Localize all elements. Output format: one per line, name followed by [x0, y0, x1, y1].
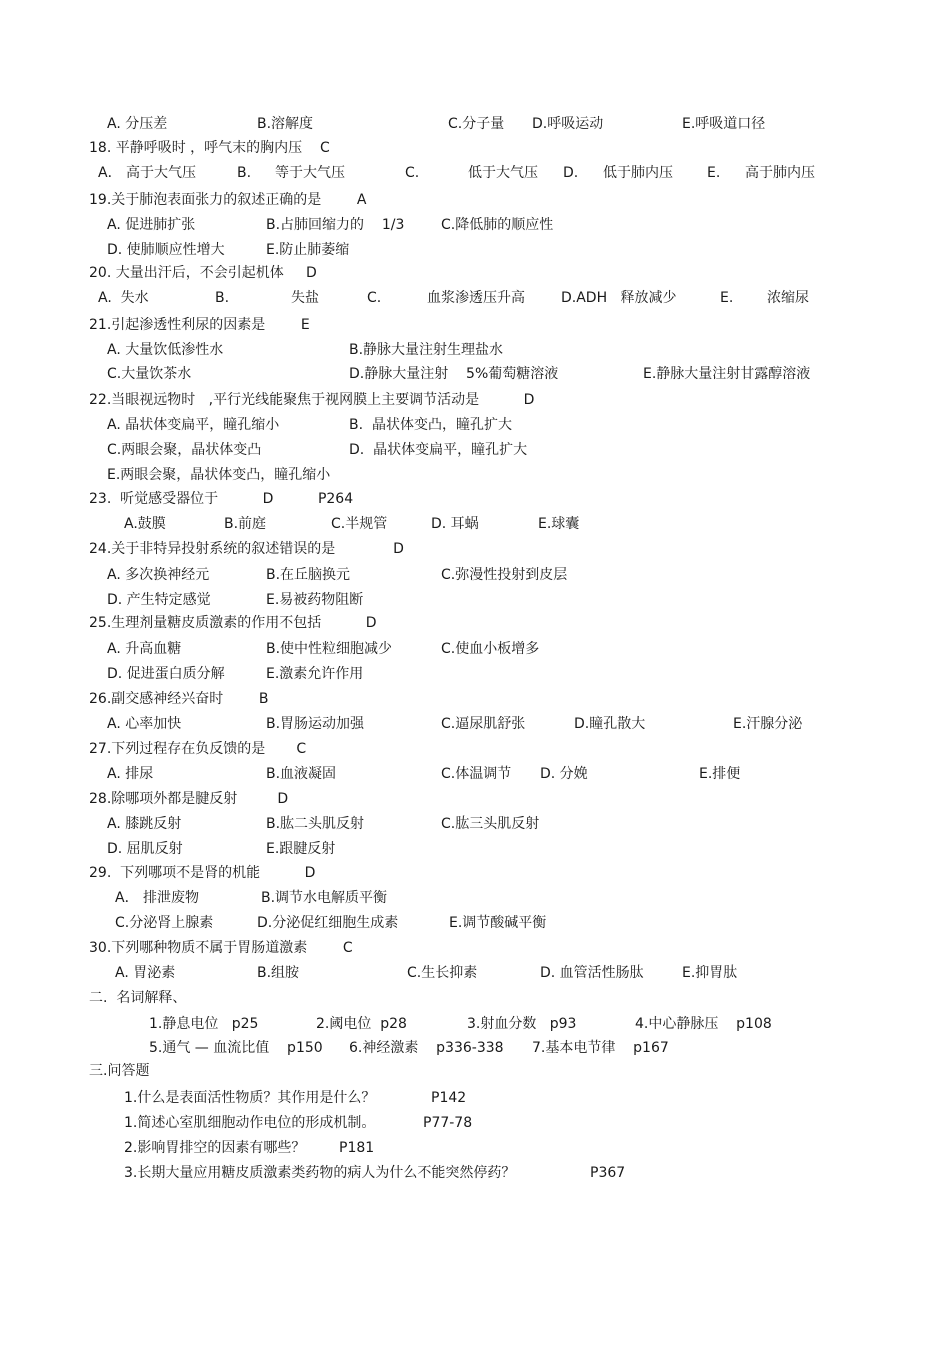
text-line: E.抑胃肽	[682, 965, 738, 981]
text-line: 26.副交感神经兴奋时 B	[89, 691, 269, 707]
text-line: E.	[707, 165, 721, 181]
text-line: 29. 下列哪项不是肾的机能 D	[89, 865, 316, 881]
text-line: A. 排尿	[107, 766, 154, 782]
text-line: B.在丘脑换元	[266, 567, 351, 583]
text-line: 3.长期大量应用糖皮质激素类药物的病人为什么不能突然停药？	[124, 1165, 516, 1181]
text-line: 22.当眼视远物时 ,平行光线能聚焦于视网膜上主要调节活动是 D	[89, 392, 535, 408]
text-line: E.激素允许作用	[266, 666, 364, 682]
text-line: 6.神经激素 p336-338	[349, 1040, 504, 1056]
text-line: A. 晶状体变扁平，瞳孔缩小	[107, 417, 280, 433]
text-line: A. 膝跳反射	[107, 816, 182, 832]
text-line: E.两眼会聚，晶状体变凸，瞳孔缩小	[107, 467, 331, 483]
text-line: E.汗腺分泌	[733, 716, 803, 732]
text-line: 高于肺内压	[745, 165, 815, 181]
text-line: D. 使肺顺应性增大	[107, 242, 225, 258]
text-line: 1.静息电位 p25	[149, 1016, 259, 1032]
text-line: D. 血管活性肠肽	[540, 965, 644, 981]
text-line: A.鼓膜	[124, 516, 166, 532]
text-line: D.静脉大量注射 5%葡萄糖溶液	[349, 366, 559, 382]
text-line: 1.简述心室肌细胞动作电位的形成机制。	[124, 1115, 376, 1131]
text-line: 4.中心静脉压 p108	[635, 1016, 772, 1032]
text-line: A. 分压差	[107, 116, 168, 132]
text-line: C.半规管	[331, 516, 388, 532]
text-line: B.使中性粒细胞减少	[266, 641, 393, 657]
text-line: 23. 听觉感受器位于 D P264	[89, 491, 354, 507]
text-line: C.大量饮茶水	[107, 366, 192, 382]
text-line: 二. 名词解释、	[89, 990, 187, 1006]
text-line: 19.关于肺泡表面张力的叙述正确的是 A	[89, 192, 367, 208]
text-line: A. 多次换神经元	[107, 567, 210, 583]
text-line: 低于大气压	[468, 165, 538, 181]
text-line: D. 耳蜗	[431, 516, 479, 532]
text-line: 5.通气 — 血流比值 p150	[149, 1040, 323, 1056]
text-line: C.分子量	[448, 116, 505, 132]
text-line: 低于肺内压	[603, 165, 673, 181]
text-line: C.肱三头肌反射	[441, 816, 540, 832]
text-line: E.球囊	[538, 516, 580, 532]
text-line: 血浆渗透压升高	[427, 290, 525, 306]
text-line: C.逼尿肌舒张	[441, 716, 526, 732]
text-line: B.调节水电解质平衡	[261, 890, 388, 906]
text-line: 27.下列过程存在负反馈的是 C	[89, 741, 307, 757]
text-line: D.呼吸运动	[532, 116, 604, 132]
text-line: 21.引起渗透性利尿的因素是 E	[89, 317, 310, 333]
text-line: C.体温调节	[441, 766, 512, 782]
text-line: E.调节酸碱平衡	[449, 915, 547, 931]
text-line: C.	[405, 165, 420, 181]
text-line: D.瞳孔散大	[574, 716, 646, 732]
text-line: D.分泌促红细胞生成素	[257, 915, 399, 931]
text-line: B.组胺	[257, 965, 300, 981]
text-line: A. 促进肺扩张	[107, 217, 196, 233]
text-line: D.	[563, 165, 579, 181]
text-line: E.易被药物阻断	[266, 592, 364, 608]
text-line: E.静脉大量注射甘露醇溶液	[643, 366, 811, 382]
text-line: A. 大量饮低渗性水	[107, 342, 224, 358]
text-line: C.两眼会聚，晶状体变凸	[107, 442, 262, 458]
text-line: 浓缩尿	[767, 290, 809, 306]
text-line: 20. 大量出汗后，不会引起机体 D	[89, 265, 317, 281]
text-line: B. 晶状体变凸，瞳孔扩大	[349, 417, 512, 433]
text-line: P77-78	[423, 1115, 473, 1131]
text-line: D. 产生特定感觉	[107, 592, 211, 608]
text-line: C.	[367, 290, 382, 306]
text-line: E.跟腱反射	[266, 841, 336, 857]
text-line: A. 升高血糖	[107, 641, 182, 657]
text-line: A． 高于大气压	[98, 165, 197, 181]
text-line: C.生长抑素	[407, 965, 478, 981]
text-line: 失盐	[291, 290, 319, 306]
text-line: E.排便	[699, 766, 741, 782]
text-line: 18. 平静呼吸时 ，呼气末的胸内压 C	[89, 140, 330, 156]
text-line: 等于大气压	[275, 165, 345, 181]
text-line: E.防止肺萎缩	[266, 242, 350, 258]
text-line: D. 晶状体变扁平，瞳孔扩大	[349, 442, 528, 458]
text-line: B.血液凝固	[266, 766, 337, 782]
text-line: B.胃肠运动加强	[266, 716, 365, 732]
text-line: C.弥漫性投射到皮层	[441, 567, 568, 583]
text-line: 3.射血分数 p93	[467, 1016, 577, 1032]
text-line: B.	[237, 165, 252, 181]
text-line: A. 失水	[98, 290, 149, 306]
text-line: E.	[720, 290, 734, 306]
text-line: B.肱二头肌反射	[266, 816, 365, 832]
text-line: B.占肺回缩力的 1/3	[266, 217, 405, 233]
text-line: C.降低肺的顺应性	[441, 217, 554, 233]
text-line: 2.影响胃排空的因素有哪些？	[124, 1140, 306, 1156]
text-line: D. 分娩	[540, 766, 588, 782]
text-line: B.静脉大量注射生理盐水	[349, 342, 504, 358]
text-line: A. 心率加快	[107, 716, 182, 732]
text-line: 2.阈电位 p28	[316, 1016, 407, 1032]
text-line: 30.下列哪种物质不属于胃肠道激素 C	[89, 940, 353, 956]
text-line: C.分泌肾上腺素	[115, 915, 214, 931]
text-line: 25.生理剂量糖皮质激素的作用不包括 D	[89, 615, 377, 631]
text-line: 1.什么是表面活性物质？其作用是什么？	[124, 1090, 376, 1106]
text-line: A. 胃泌素	[115, 965, 176, 981]
text-line: P181	[339, 1140, 375, 1156]
text-line: P142	[431, 1090, 467, 1106]
text-line: B.	[215, 290, 230, 306]
text-line: 7.基本电节律 p167	[532, 1040, 669, 1056]
text-line: B.前庭	[224, 516, 267, 532]
text-line: A． 排泄废物	[115, 890, 200, 906]
text-line: E.呼吸道口径	[682, 116, 766, 132]
text-line: C.使血小板增多	[441, 641, 540, 657]
text-line: 24.关于非特异投射系统的叙述错误的是 D	[89, 541, 404, 557]
text-line: 28.除哪项外都是腱反射 D	[89, 791, 289, 807]
text-line: B.溶解度	[257, 116, 314, 132]
text-line: 三.问答题	[89, 1063, 150, 1079]
text-line: P367	[590, 1165, 626, 1181]
text-line: D. 促进蛋白质分解	[107, 666, 225, 682]
text-line: D. 屈肌反射	[107, 841, 183, 857]
text-line: D.ADH 释放减少	[561, 290, 677, 306]
